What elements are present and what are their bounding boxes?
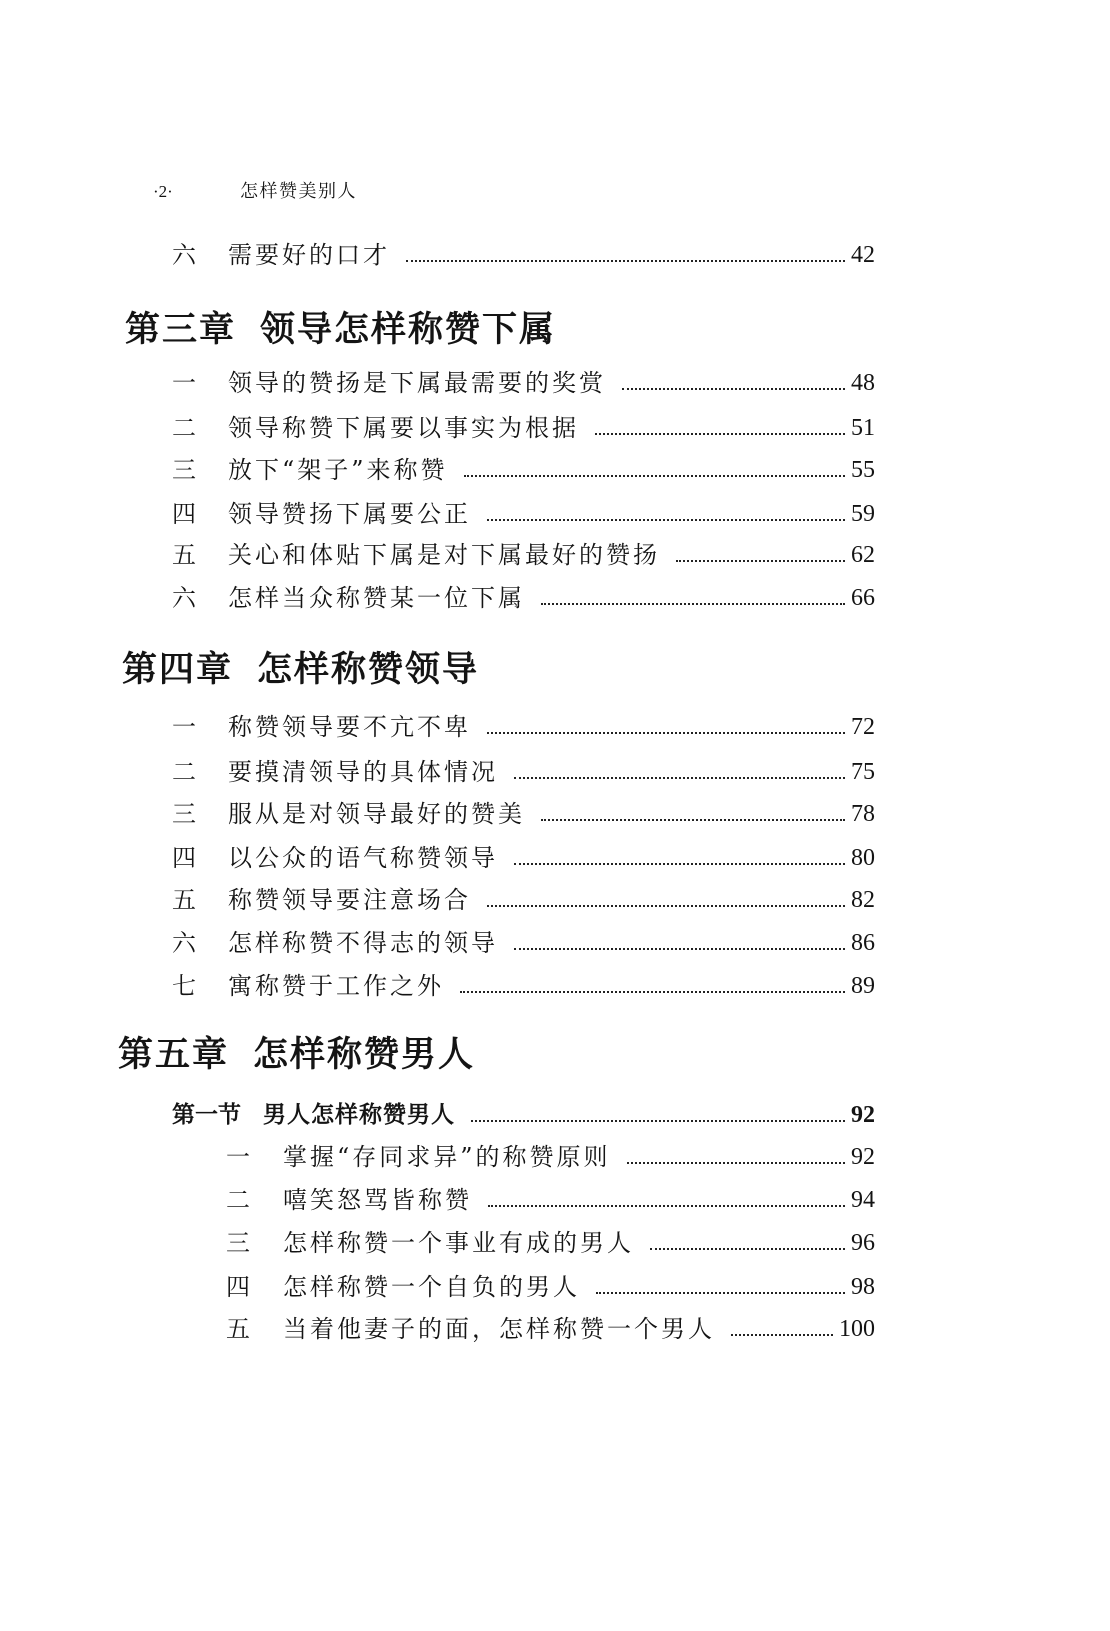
- chapter-heading: [125, 309, 556, 351]
- entry-numeral: 一: [172, 369, 196, 397]
- entry-numeral: 二: [226, 1186, 250, 1214]
- section-heading: [172, 1100, 875, 1130]
- dot-leader: [514, 863, 845, 865]
- entry-page-number: 51: [851, 415, 875, 441]
- entry-page-number: 59: [851, 501, 875, 527]
- entry-numeral: 四: [172, 500, 196, 528]
- entry-numeral: 一: [172, 713, 196, 741]
- entry-title: 要摸清领导的具体情况: [228, 758, 498, 786]
- dot-leader: [676, 560, 845, 562]
- entry-numeral: 二: [172, 414, 196, 442]
- toc-entry: [172, 240, 875, 270]
- toc-entry: [172, 843, 875, 873]
- entry-page-number: 55: [851, 457, 875, 483]
- entry-title: 领导赞扬下属要公正: [228, 500, 471, 528]
- entry-page-number: 82: [851, 887, 875, 913]
- entry-numeral: 五: [172, 886, 196, 914]
- toc-entry: [226, 1185, 875, 1215]
- dot-leader: [488, 1205, 845, 1207]
- dot-leader: [514, 948, 845, 950]
- toc-entry: [226, 1272, 875, 1302]
- entry-page-number: 78: [851, 801, 875, 827]
- entry-title: 放下“架子”来称赞: [228, 456, 448, 484]
- section-page-number: 92: [851, 1102, 875, 1128]
- dot-leader: [595, 433, 845, 435]
- entry-page-number: 80: [851, 845, 875, 871]
- entry-title: 称赞领导要不亢不卑: [228, 713, 471, 741]
- dot-leader: [471, 1120, 845, 1122]
- entry-title: 怎样称赞不得志的领导: [228, 929, 498, 957]
- dot-leader: [650, 1248, 845, 1250]
- chapter-title: 领导怎样称赞下属: [260, 310, 557, 350]
- toc-entry: [172, 971, 875, 1001]
- entry-title: 服从是对领导最好的赞美: [228, 800, 525, 828]
- dot-leader: [541, 603, 845, 605]
- chapter-label: 第五章: [118, 1035, 230, 1075]
- dot-leader: [622, 388, 845, 390]
- entry-title: 嘻笑怒骂皆称赞: [283, 1186, 472, 1214]
- entry-numeral: 二: [172, 758, 196, 786]
- entry-title: 领导称赞下属要以事实为根据: [228, 414, 579, 442]
- entry-numeral: 三: [226, 1229, 250, 1257]
- entry-title: 怎样当众称赞某一位下属: [228, 584, 525, 612]
- entry-numeral: 六: [172, 929, 196, 957]
- entry-numeral: 六: [172, 241, 196, 269]
- entry-page-number: 66: [851, 585, 875, 611]
- chapter-label: 第四章: [122, 650, 234, 690]
- toc-entry: [172, 799, 875, 829]
- entry-numeral: 四: [226, 1273, 250, 1301]
- dot-leader: [406, 260, 845, 262]
- entry-title: 以公众的语气称赞领导: [228, 844, 498, 872]
- entry-title: 需要好的口才: [228, 241, 390, 269]
- entry-numeral: 五: [172, 541, 196, 569]
- dot-leader: [627, 1162, 845, 1164]
- toc-entry: [172, 499, 875, 529]
- entry-page-number: 96: [851, 1230, 875, 1256]
- entry-numeral: 三: [172, 800, 196, 828]
- entry-title: 怎样称赞一个事业有成的男人: [283, 1229, 634, 1257]
- dot-leader: [487, 732, 845, 734]
- entry-numeral: 七: [172, 972, 196, 1000]
- toc-entry: [172, 540, 875, 570]
- toc-entry: [172, 455, 875, 485]
- toc-entry: [172, 928, 875, 958]
- section-title: 男人怎样称赞男人: [263, 1102, 455, 1128]
- entry-page-number: 62: [851, 542, 875, 568]
- toc-entry: [172, 757, 875, 787]
- entry-page-number: 42: [851, 242, 875, 268]
- entry-page-number: 98: [851, 1274, 875, 1300]
- entry-numeral: 五: [226, 1315, 250, 1343]
- entry-title: 掌握“存同求异”的称赞原则: [283, 1143, 611, 1171]
- dot-leader: [487, 519, 845, 521]
- entry-numeral: 四: [172, 844, 196, 872]
- toc-entry: [172, 368, 875, 398]
- chapter-heading: [122, 649, 479, 691]
- chapter-label: 第三章: [125, 310, 237, 350]
- entry-title: 寓称赞于工作之外: [228, 972, 444, 1000]
- section-label: 第一节: [172, 1102, 241, 1128]
- dot-leader: [731, 1334, 833, 1336]
- entry-page-number: 75: [851, 759, 875, 785]
- toc-entry: [226, 1142, 875, 1172]
- toc-entry: [226, 1228, 875, 1258]
- entry-title: 关心和体贴下属是对下属最好的赞扬: [228, 541, 660, 569]
- dot-leader: [460, 991, 845, 993]
- chapter-title: 怎样称赞领导: [257, 650, 480, 690]
- entry-page-number: 94: [851, 1187, 875, 1213]
- entry-page-number: 89: [851, 973, 875, 999]
- entry-title: 领导的赞扬是下属最需要的奖赏: [228, 369, 606, 397]
- running-page-number: ·2·: [153, 182, 173, 201]
- entry-numeral: 六: [172, 584, 196, 612]
- dot-leader: [487, 905, 845, 907]
- entry-page-number: 72: [851, 714, 875, 740]
- entry-page-number: 100: [839, 1316, 875, 1342]
- dot-leader: [464, 475, 845, 477]
- chapter-title: 怎样称赞男人: [253, 1035, 476, 1075]
- entry-page-number: 86: [851, 930, 875, 956]
- toc-entry: [172, 712, 875, 742]
- dot-leader: [596, 1292, 845, 1294]
- dot-leader: [514, 777, 845, 779]
- toc-entry: [172, 413, 875, 443]
- dot-leader: [541, 819, 845, 821]
- entry-numeral: 一: [226, 1143, 250, 1171]
- entry-page-number: 48: [851, 370, 875, 396]
- running-book-title: 怎样赞美别人: [240, 181, 357, 202]
- entry-numeral: 三: [172, 456, 196, 484]
- entry-title: 当着他妻子的面，怎样称赞一个男人: [283, 1315, 715, 1343]
- toc-entry: [172, 885, 875, 915]
- entry-page-number: 92: [851, 1144, 875, 1170]
- toc-entry: [172, 583, 875, 613]
- entry-title: 怎样称赞一个自负的男人: [283, 1273, 580, 1301]
- entry-title: 称赞领导要注意场合: [228, 886, 471, 914]
- toc-entry: [226, 1314, 875, 1344]
- chapter-heading: [118, 1034, 475, 1076]
